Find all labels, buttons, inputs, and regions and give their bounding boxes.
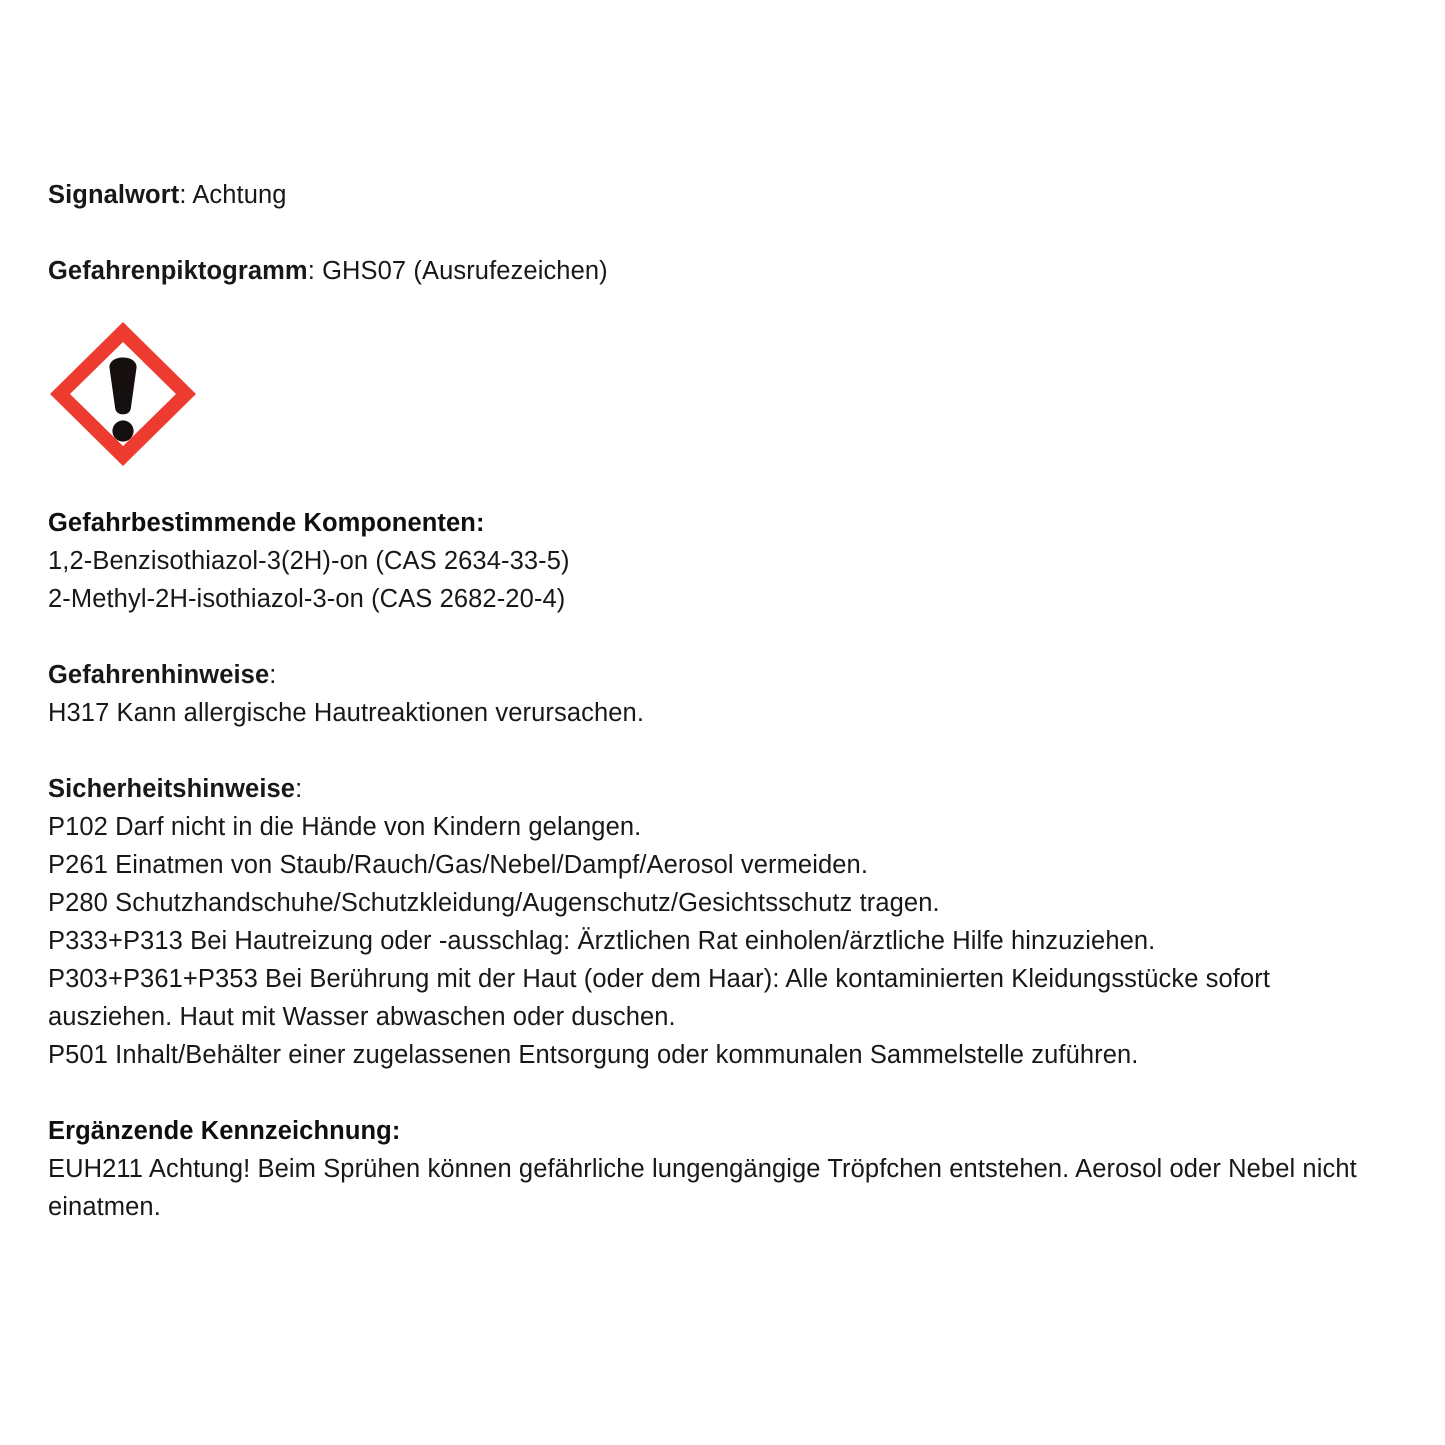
hazard-statements-heading-line xyxy=(48,656,1397,694)
precautionary-statements-heading-separator: : xyxy=(295,775,303,803)
precautionary-statement-item: P333+P313 Bei Hautreizung oder -ausschlag: Ärztlichen Rat einholen/ärztliche Hilfe hinzuziehen. xyxy=(48,927,1156,955)
ghs07-exclamation-mark-icon xyxy=(48,320,198,468)
components-heading: Gefahrbestimmende Komponenten: xyxy=(48,509,485,537)
precautionary-statements-heading-line xyxy=(48,770,1397,808)
pictogram-value: GHS07 (Ausrufezeichen) xyxy=(322,257,608,285)
hazard-statements-heading: Gefahrenhinweise xyxy=(48,661,270,689)
precautionary-statements-block xyxy=(48,770,1397,1074)
exclamation-dot-shape xyxy=(112,420,133,441)
pictogram-separator: : xyxy=(307,257,323,285)
signal-word-separator: : xyxy=(179,181,193,209)
supplemental-labelling-heading: Ergänzende Kennzeichnung: xyxy=(48,1117,401,1145)
precautionary-statement-item: P280 Schutzhandschuhe/Schutzkleidung/Augenschutz/Gesichtsschutz tragen. xyxy=(48,889,940,917)
precautionary-statement-item: P303+P361+P353 Bei Berührung mit der Haut (oder dem Haar): Alle kontaminierten Kleidungsstücke sofort ausziehen. Haut mit Wasser abwaschen oder duschen. xyxy=(48,965,1278,1031)
precautionary-statements-heading: Sicherheitshinweise xyxy=(48,775,296,803)
hazard-statement-item: H317 Kann allergische Hautreaktionen verursachen. xyxy=(48,699,645,727)
precautionary-statement-item: P261 Einatmen von Staub/Rauch/Gas/Nebel/Dampf/Aerosol vermeiden. xyxy=(48,851,869,879)
signal-word-value: Achtung xyxy=(192,181,287,209)
pictogram-line xyxy=(48,252,1397,290)
precautionary-statement-item: P501 Inhalt/Behälter einer zugelassenen Entsorgung oder kommunalen Sammelstelle zuführen. xyxy=(48,1041,1139,1069)
components-item: 1,2-Benzisothiazol-3(2H)-on (CAS 2634-33-5) xyxy=(48,547,570,575)
signal-word-label: Signalwort xyxy=(48,181,180,209)
components-item: 2-Methyl-2H-isothiazol-3-on (CAS 2682-20-4) xyxy=(48,585,566,613)
ghs07-pictogram xyxy=(48,320,198,468)
signal-word-line xyxy=(48,176,1397,214)
components-block xyxy=(48,504,1397,618)
precautionary-statement-item: P102 Darf nicht in die Hände von Kindern gelangen. xyxy=(48,813,642,841)
supplemental-labelling-item: EUH211 Achtung! Beim Sprühen können gefährliche lungengängige Tröpfchen entstehen. Aerosol oder Nebel nicht einatmen. xyxy=(48,1155,1364,1221)
hazard-statements-block xyxy=(48,656,1397,732)
hazard-statements-heading-separator: : xyxy=(269,661,277,689)
pictogram-label: Gefahrenpiktogramm xyxy=(48,257,308,285)
signal-word-block xyxy=(48,176,1397,214)
supplemental-labelling-block xyxy=(48,1112,1397,1226)
pictogram-block xyxy=(48,252,1397,468)
